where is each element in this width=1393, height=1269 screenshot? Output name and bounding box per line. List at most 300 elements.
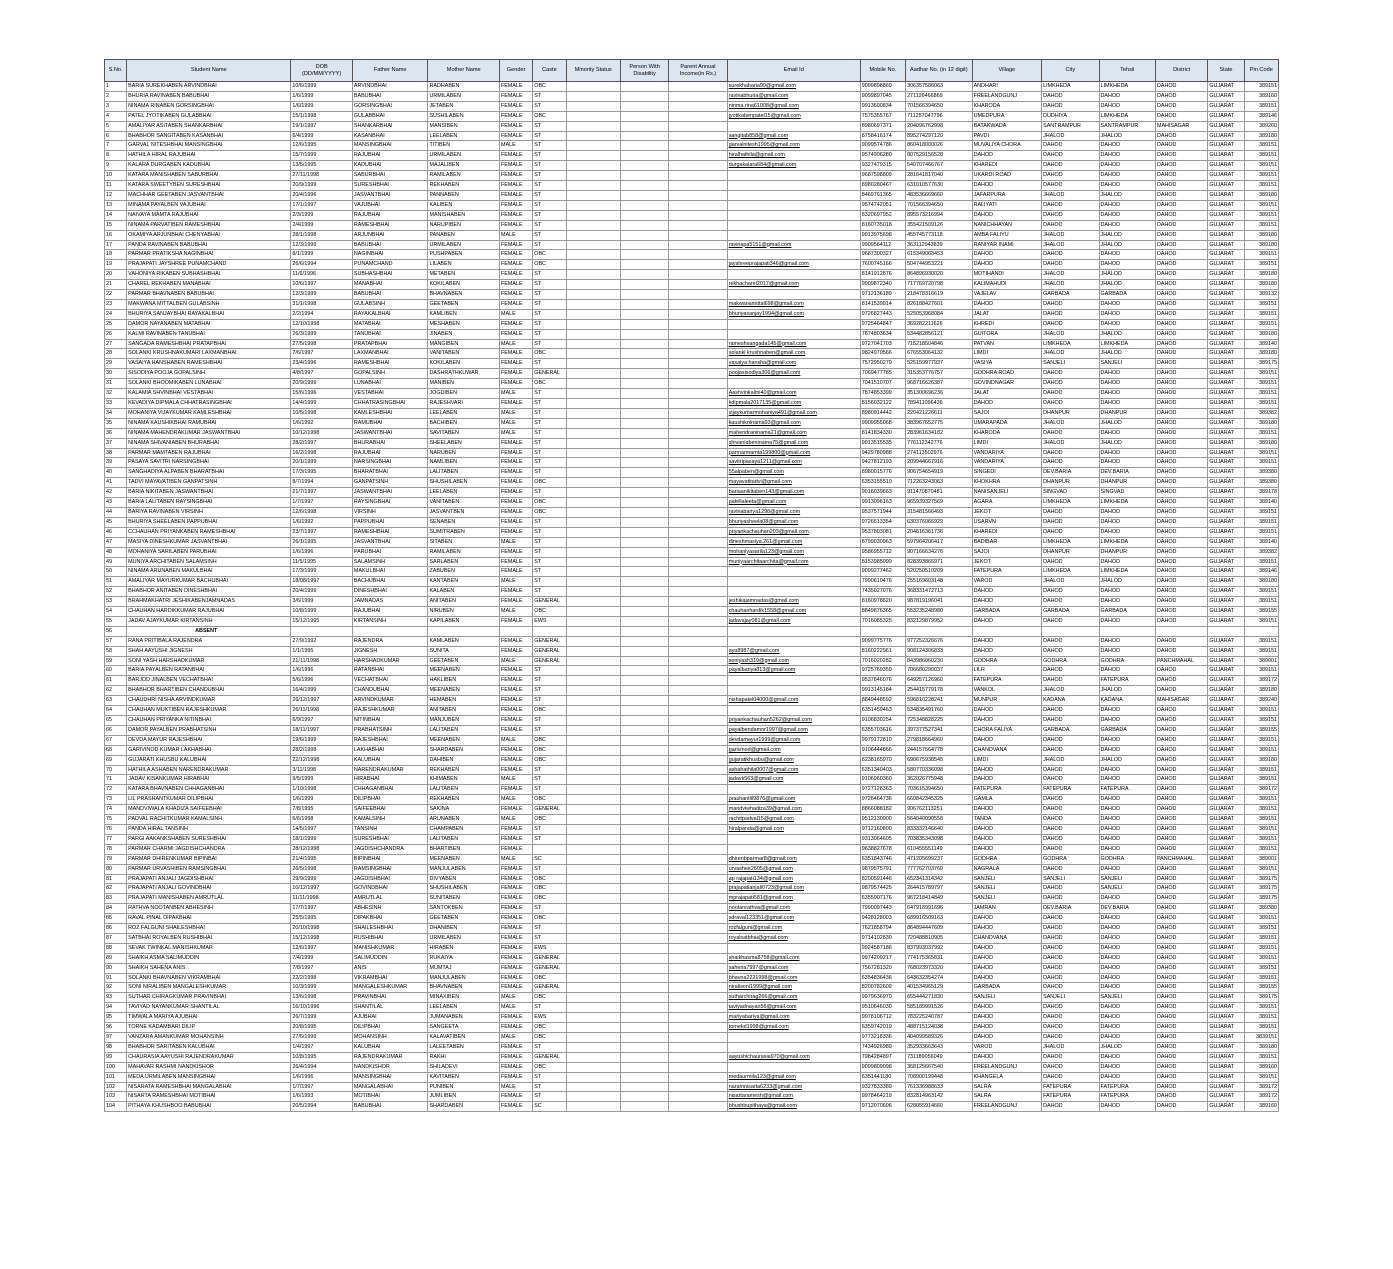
cell-minority-status — [566, 468, 620, 478]
cell-minority-status — [566, 765, 620, 775]
cell-email[interactable]: taviyadnayan56@gmail.com — [727, 1003, 860, 1013]
cell-city: LIMKHEDA — [1042, 537, 1099, 547]
cell-email[interactable]: mohaniyasarila123@gmail.com — [727, 547, 860, 557]
cell-pin-code: 389151 — [1244, 834, 1278, 844]
table-row — [105, 844, 1279, 854]
cell-aadhar: 315353776757 — [906, 369, 973, 379]
cell-email[interactable]: devdamayur1999@gmail.com — [727, 735, 860, 745]
cell-tehsil: SANJELI — [1099, 874, 1155, 884]
cell-income — [669, 250, 727, 260]
cell-email[interactable]: rozfalguni@gmail.com — [727, 924, 860, 934]
cell-state: GUJARAT — [1208, 933, 1244, 943]
cell-email — [727, 230, 860, 240]
cell-state: GUJARAT — [1208, 676, 1244, 686]
cell-mother-name: NARUBEN — [428, 448, 500, 458]
cell-email[interactable]: hiralpanda@gmail.com — [727, 824, 860, 834]
cell-mobile: 7567281320 — [860, 963, 905, 973]
cell-email[interactable]: ap rajapati134@gmail.com — [727, 874, 860, 884]
cell-income — [669, 82, 727, 92]
cell-sno: 67 — [105, 735, 127, 745]
cell-email[interactable]: priyankachauhan5262@gmail.com — [727, 716, 860, 726]
cell-email[interactable]: rekhacharel2017@gmail.com — [727, 280, 860, 290]
cell-disability — [620, 270, 668, 280]
cell-student-name: OKAMIYA ARJUNBHAI CHENYABHAI — [127, 230, 291, 240]
cell-state: GUJARAT — [1208, 1033, 1244, 1043]
cell-district: DAHOD — [1155, 210, 1207, 220]
cell-caste: ST — [533, 716, 566, 726]
cell-email[interactable]: sutharchirag266@gmail.com — [727, 993, 860, 1003]
cell-email[interactable]: kaushikninama93@gmail.com — [727, 418, 860, 428]
cell-sno: 75 — [105, 815, 127, 825]
cell-district: DAHOD — [1155, 597, 1207, 607]
cell-caste: OBC — [533, 498, 566, 508]
cell-email[interactable]: aayushichaurasia970@gmail.com — [727, 1052, 860, 1062]
cell-income — [669, 557, 727, 567]
cell-minority-status — [566, 369, 620, 379]
cell-sno: 45 — [105, 517, 127, 527]
cell-minority-status — [566, 1003, 620, 1013]
table-row — [105, 656, 1279, 666]
cell-dob: 14/5/1997 — [291, 824, 352, 834]
cell-mother-name: KAMLIBEN — [428, 309, 500, 319]
cell-tehsil: JHALOD — [1099, 577, 1155, 587]
cell-sno: 100 — [105, 1062, 127, 1072]
cell-email[interactable]: ayu8987@gmail.com — [727, 646, 860, 656]
cell-email[interactable]: urvashee2605@gmail.com — [727, 864, 860, 874]
cell-email[interactable]: muniyaarchitaarchita@gmail.com — [727, 557, 860, 567]
cell-pin-code: 389160 — [1244, 1062, 1278, 1072]
cell-aadhar: 455745773118 — [906, 230, 973, 240]
cell-mobile: 7575355767 — [860, 111, 905, 121]
cell-pin-code: 389160 — [1244, 1102, 1278, 1112]
cell-village: GAMLA — [972, 795, 1042, 805]
cell-sno: 49 — [105, 557, 127, 567]
cell-aadhar: 615349063453 — [906, 250, 973, 260]
column-header-student-name: Student Name — [127, 60, 291, 82]
cell-state: GUJARAT — [1208, 607, 1244, 617]
cell-email[interactable]: rameshsangada145@gmail.com — [727, 339, 860, 349]
cell-email[interactable]: ravinapa5151@gmail.com — [727, 240, 860, 250]
cell-email[interactable]: ninma.rina61008@gmail.com — [727, 101, 860, 111]
cell-mobile: 8469761365 — [860, 190, 905, 200]
cell-state: GUJARAT — [1208, 200, 1244, 210]
cell-income — [669, 111, 727, 121]
cell-tehsil: DAHOD — [1099, 1052, 1155, 1062]
cell-email[interactable]: payalbendamor1997@gmail.com — [727, 725, 860, 735]
cell-mother-name: SHUSHILABEN — [428, 478, 500, 488]
cell-income — [669, 636, 727, 646]
cell-student-name: SHAIKH ASMA SALIMUDDIN — [127, 953, 291, 963]
cell-email[interactable]: durgakalara684@gmail.com — [727, 161, 860, 171]
cell-income — [669, 716, 727, 726]
cell-email[interactable]: shaikhasma8758@gmail.com — [727, 953, 860, 963]
cell-village: GODHRA — [972, 854, 1042, 864]
column-header-village: Village — [972, 60, 1042, 82]
cell-aadhar: 715218504846 — [906, 339, 973, 349]
cell-mother-name: SAVITABEN — [428, 428, 500, 438]
cell-sno: 66 — [105, 725, 127, 735]
cell-student-name: PITHAYA KHUSHBOO BABUBHAI — [127, 1102, 291, 1112]
cell-gender: FEMALE — [500, 914, 533, 924]
cell-village: JEKOT — [972, 507, 1042, 517]
cell-city: JHALOD — [1042, 230, 1099, 240]
cell-mother-name: HEMABEN — [428, 696, 500, 706]
cell-email[interactable]: mprajapati581@gmail.com — [727, 894, 860, 904]
cell-email[interactable]: poojasisodiya306@gmail.com — [727, 369, 860, 379]
cell-email[interactable]: jadavk563@gmail.com — [727, 775, 860, 785]
cell-email[interactable]: medaurmila123@gmail.com — [727, 1072, 860, 1082]
cell-student-name: DAMOR PAYALBEN PRABHATSINH — [127, 725, 291, 735]
cell-caste: ST — [533, 270, 566, 280]
cell-dob: 20/1/1999 — [291, 458, 352, 468]
cell-student-name: PASAYA SAVITRI NARSINGBHAI — [127, 458, 291, 468]
cell-village: VAJELAV — [972, 290, 1042, 300]
cell-village: GUITORA — [972, 329, 1042, 339]
cell-city: JHALOD — [1042, 280, 1099, 290]
cell-dob: 26/6/1994 — [291, 260, 352, 270]
cell-pin-code: 389151 — [1244, 775, 1278, 785]
cell-caste: ST — [533, 557, 566, 567]
cell-gender: MALE — [500, 795, 533, 805]
cell-pin-code: 389155 — [1244, 607, 1278, 617]
cell-email[interactable]: rachitpadval15@gmail.com — [727, 815, 860, 825]
cell-email[interactable]: jadavajay081@gmail.com — [727, 616, 860, 626]
cell-email[interactable]: solanki krushnaben@gmail.com — [727, 349, 860, 359]
cell-email — [727, 329, 860, 339]
cell-father-name: RAYAKALBHAI — [352, 309, 428, 319]
cell-email[interactable]: chauhanhardik1558@gmail.com — [727, 607, 860, 617]
cell-state: GUJARAT — [1208, 101, 1244, 111]
cell-sno: 89 — [105, 953, 127, 963]
cell-caste: ST — [533, 200, 566, 210]
cell-email[interactable]: naramnisarta6233@gmail.com — [727, 1082, 860, 1092]
table-row — [105, 171, 1279, 181]
cell-aadhar: 352933663643 — [906, 1042, 973, 1052]
cell-city: DAHOD — [1042, 597, 1099, 607]
cell-mobile: 9099809098 — [860, 1062, 905, 1072]
cell-district: DAHOD — [1155, 270, 1207, 280]
cell-gender: FEMALE — [500, 210, 533, 220]
cell-city: DAHOD — [1042, 260, 1099, 270]
cell-email[interactable]: bhavna2221998@gmail.com — [727, 973, 860, 983]
cell-pin-code: 389151 — [1244, 864, 1278, 874]
cell-mobile: 6351340403 — [860, 765, 905, 775]
cell-email[interactable]: bariaanikitaben143@gmail.com — [727, 488, 860, 498]
cell-pin-code: 389151 — [1244, 597, 1278, 607]
cell-email — [727, 1062, 860, 1072]
cell-mother-name: NARUPIBEN — [428, 220, 500, 230]
cell-email — [727, 626, 860, 636]
cell-aadhar: 676553064132 — [906, 349, 973, 359]
cell-email — [727, 577, 860, 587]
cell-email[interactable]: dineshmasiya.261@gmail.com — [727, 537, 860, 547]
cell-gender: FEMALE — [500, 151, 533, 161]
cell-tehsil: FATEPURA — [1099, 676, 1155, 686]
cell-email[interactable]: savitripasaya1211@gmail.com — [727, 458, 860, 468]
cell-email[interactable]: surekhabaria99@gmail.com — [727, 82, 860, 92]
cell-district: DAHOD — [1155, 458, 1207, 468]
cell-tehsil: DAHOD — [1099, 953, 1155, 963]
cell-district: DAHOD — [1155, 319, 1207, 329]
cell-email[interactable]: bhuriyasheela08@gmail.com — [727, 517, 860, 527]
cell-tehsil: DAHOD — [1099, 250, 1155, 260]
cell-aadhar: 826188427601 — [906, 299, 973, 309]
cell-email[interactable]: mahendraninama21@gmail.com — [727, 428, 860, 438]
cell-district: DAHOD — [1155, 250, 1207, 260]
cell-village: SAJOI — [972, 547, 1042, 557]
cell-pin-code: 389151 — [1244, 933, 1278, 943]
cell-sno: 91 — [105, 973, 127, 983]
cell-dob: 1/6/1992 — [291, 517, 352, 527]
cell-aadhar: 828393866971 — [906, 557, 973, 567]
cell-mother-name: PUSHPABEN — [428, 250, 500, 260]
cell-email[interactable]: sdraval123351@gmail.com — [727, 914, 860, 924]
cell-minority-status — [566, 399, 620, 409]
cell-email[interactable]: ashahathila0007@gmail.com — [727, 765, 860, 775]
cell-student-name: BHABHOR SARITABEN KALUBHAI — [127, 1042, 291, 1052]
cell-state: GUJARAT — [1208, 270, 1244, 280]
cell-email[interactable]: prajapatianjali0723@gmail.com — [727, 884, 860, 894]
cell-disability — [620, 607, 668, 617]
cell-mobile: 8320697952 — [860, 210, 905, 220]
cell-email[interactable]: garvalnitesh1995@gmail.com — [727, 141, 860, 151]
cell-income — [669, 686, 727, 696]
cell-aadhar: 643632354274 — [906, 973, 973, 983]
cell-mobile: 7600745166 — [860, 260, 905, 270]
cell-student-name: LIL PRASHANTKUMAR DILIPBHAI — [127, 795, 291, 805]
cell-disability — [620, 795, 668, 805]
cell-district: DAHOD — [1155, 359, 1207, 369]
cell-father-name: JAGDISHBHAI — [352, 874, 428, 884]
cell-mother-name: DIVYABEN — [428, 874, 500, 884]
cell-gender: FEMALE — [500, 280, 533, 290]
cell-email[interactable]: mariyabariya@gmail.com — [727, 1013, 860, 1023]
cell-email[interactable]: nisartaramesh@gmail.com — [727, 1092, 860, 1102]
cell-email[interactable]: vasaiya hansha@gmail.com — [727, 359, 860, 369]
cell-email[interactable]: prashantlil9876@gmail.com — [727, 795, 860, 805]
cell-email[interactable]: vijaykumarmohaniya491@gmail.com — [727, 408, 860, 418]
cell-city: LIMKHEDA — [1042, 498, 1099, 508]
cell-village: UKARDI ROAD — [972, 171, 1042, 181]
cell-mobile: 9727128363 — [860, 785, 905, 795]
cell-email[interactable]: tornekd1998@gmail.com — [727, 1023, 860, 1033]
cell-email — [727, 785, 860, 795]
cell-email[interactable]: Aashvinkalmi40@gmail.com — [727, 389, 860, 399]
cell-city: DAHOD — [1042, 220, 1099, 230]
cell-email[interactable]: mayavatitadvi@gmail.com — [727, 478, 860, 488]
table-row — [105, 280, 1279, 290]
cell-email — [727, 250, 860, 260]
cell-sno: 15 — [105, 220, 127, 230]
cell-tehsil: DAHOD — [1099, 636, 1155, 646]
cell-pin-code: 3839151 — [1244, 1033, 1278, 1043]
cell-email[interactable]: jayshreeprajapati346@gmail.com — [727, 260, 860, 270]
cell-email[interactable]: ravinabhuria@gmail.com — [727, 91, 860, 101]
cell-pin-code: 389001 — [1244, 656, 1278, 666]
cell-gender: FEMALE — [500, 448, 533, 458]
cell-email[interactable]: garivinod@gmail.com — [727, 745, 860, 755]
cell-city: DAHOD — [1042, 735, 1099, 745]
cell-mother-name: KAVITABEN — [428, 1072, 500, 1082]
cell-email[interactable]: niralisoni1999@gmail.com — [727, 983, 860, 993]
cell-email[interactable]: priyankachauhan203@gmail.com — [727, 527, 860, 537]
cell-minority-status — [566, 478, 620, 488]
table-row — [105, 1102, 1279, 1112]
table-row — [105, 408, 1279, 418]
table-row — [105, 904, 1279, 914]
cell-student-name: NISARATA RAMESHBHAI MANGALABHAI — [127, 1082, 291, 1092]
cell-sno: 103 — [105, 1092, 127, 1102]
cell-father-name: PUNAMCHAND — [352, 260, 428, 270]
cell-state: GUJARAT — [1208, 616, 1244, 626]
cell-gender: FEMALE — [500, 557, 533, 567]
cell-dob: 2/4/1999 — [291, 220, 352, 230]
cell-email[interactable]: jeshikajamnadas@gmail.com — [727, 597, 860, 607]
cell-state: GUJARAT — [1208, 884, 1244, 894]
column-header-father-name: Father Name — [352, 60, 428, 82]
table-row — [105, 517, 1279, 527]
cell-email[interactable]: parmarmamta199800@gmail.com — [727, 448, 860, 458]
cell-mobile: 9574906280 — [860, 151, 905, 161]
cell-city: LIMKHEDA — [1042, 82, 1099, 92]
cell-city: DAHOD — [1042, 250, 1099, 260]
cell-district: DAHOD — [1155, 200, 1207, 210]
cell-income — [669, 537, 727, 547]
cell-caste: ST — [533, 230, 566, 240]
cell-state: GUJARAT — [1208, 993, 1244, 1003]
cell-email — [727, 834, 860, 844]
cell-email[interactable]: bhuriyasanjay1994@gmail.com — [727, 309, 860, 319]
cell-sno: 70 — [105, 765, 127, 775]
cell-district: DAHOD — [1155, 1003, 1207, 1013]
cell-mobile: 9574742051 — [860, 200, 905, 210]
cell-sno: 10 — [105, 171, 127, 181]
cell-email[interactable]: nootanrathva@gmail.com — [727, 904, 860, 914]
cell-student-name: MINAMA PAYALBEN VAJUBHAI — [127, 200, 291, 210]
cell-city: JHALOD — [1042, 686, 1099, 696]
cell-pin-code: 389151 — [1244, 616, 1278, 626]
cell-email[interactable]: sangitab858@gmail.com — [727, 131, 860, 141]
cell-state: GUJARAT — [1208, 765, 1244, 775]
cell-caste: ST — [533, 587, 566, 597]
cell-village: JEKOT — [972, 557, 1042, 567]
cell-email[interactable]: patellaleeta@gmail.com — [727, 498, 860, 508]
cell-mobile: 9638827678 — [860, 844, 905, 854]
cell-email[interactable]: royalsatbhai@gmail.com — [727, 933, 860, 943]
cell-father-name: JASWANTBHAI — [352, 428, 428, 438]
cell-email[interactable]: gujaratikhusbu@gmail.com — [727, 755, 860, 765]
cell-income — [669, 805, 727, 815]
cell-email[interactable]: nishapatel04000@gmail.com — [727, 696, 860, 706]
cell-gender — [500, 626, 533, 636]
cell-income — [669, 151, 727, 161]
cell-dob: 22/2/1998 — [291, 973, 352, 983]
cell-email[interactable]: mandviwhadiza39@gmail.com — [727, 805, 860, 815]
cell-pin-code: 389380 — [1244, 904, 1278, 914]
cell-village: SANJELI — [972, 884, 1042, 894]
cell-mother-name: SUNITA — [428, 646, 500, 656]
cell-email[interactable]: 55alpaben@gmail.com — [727, 468, 860, 478]
cell-gender: FEMALE — [500, 399, 533, 409]
table-row — [105, 824, 1279, 834]
cell-aadhar: 701566394650 — [906, 101, 973, 111]
cell-email[interactable]: soniyash319@gmail.com — [727, 656, 860, 666]
cell-gender: FEMALE — [500, 755, 533, 765]
cell-mother-name: KALIBEN — [428, 200, 500, 210]
cell-mobile: 9586955712 — [860, 547, 905, 557]
cell-caste: ST — [533, 686, 566, 696]
cell-email[interactable]: makwanamittal698@gmail.com — [727, 299, 860, 309]
cell-sno: 3 — [105, 101, 127, 111]
cell-disability — [620, 973, 668, 983]
cell-tehsil: DAHOD — [1099, 735, 1155, 745]
cell-student-name: RATHVA NOOTANBEN ABHESINH — [127, 904, 291, 914]
cell-disability — [620, 458, 668, 468]
cell-father-name: PRATAPBHAI — [352, 339, 428, 349]
cell-student-name: NAIVAYA MAMTA RAJUBHAI — [127, 210, 291, 220]
cell-tehsil: DEV.BARIA — [1099, 904, 1155, 914]
cell-mobile: 9327479315 — [860, 161, 905, 171]
cell-city: SANJELI — [1042, 874, 1099, 884]
cell-district: DAHOD — [1155, 874, 1207, 884]
cell-district: DAHOD — [1155, 1023, 1207, 1033]
cell-minority-status — [566, 280, 620, 290]
cell-email[interactable]: hiralhathila@gmail.com — [727, 151, 860, 161]
cell-district: DAHOD — [1155, 725, 1207, 735]
cell-disability — [620, 557, 668, 567]
cell-pin-code: 389151 — [1244, 171, 1278, 181]
cell-sno: 24 — [105, 309, 127, 319]
cell-student-name: VANZARA AMANKUMAR MOHANSINH — [127, 1033, 291, 1043]
cell-email[interactable]: bhushbupithaya@gmail.com — [727, 1102, 860, 1112]
cell-income — [669, 438, 727, 448]
cell-email[interactable]: jyotikabenpatel15@gmail.com — [727, 111, 860, 121]
table-row — [105, 943, 1279, 953]
cell-income — [669, 507, 727, 517]
cell-aadhar: 977252326676 — [906, 636, 973, 646]
cell-village: AGARA — [972, 498, 1042, 508]
cell-caste: ST — [533, 725, 566, 735]
cell-village: VAROD — [972, 577, 1042, 587]
cell-disability — [620, 240, 668, 250]
table-row — [105, 914, 1279, 924]
cell-gender: FEMALE — [500, 468, 533, 478]
cell-village: TANDA — [972, 815, 1042, 825]
cell-email[interactable]: kdipmala2017135@gmail.com — [727, 399, 860, 409]
cell-email[interactable]: ravinabariya1298@gmail.com — [727, 507, 860, 517]
cell-state: GUJARAT — [1208, 686, 1244, 696]
cell-mobile: 9687598809 — [860, 171, 905, 181]
table-row — [105, 725, 1279, 735]
cell-tehsil: DAHOD — [1099, 775, 1155, 785]
cell-state: GUJARAT — [1208, 1003, 1244, 1013]
cell-father-name: JASVANTBHAI — [352, 190, 428, 200]
cell-pin-code: 389151 — [1244, 101, 1278, 111]
cell-email[interactable]: sahena7997@gmail.com — [727, 963, 860, 973]
cell-gender: FEMALE — [500, 260, 533, 270]
cell-state: GUJARAT — [1208, 656, 1244, 666]
cell-email[interactable]: dhirenbparmar8@gmail.com — [727, 854, 860, 864]
cell-caste: ST — [533, 567, 566, 577]
cell-email[interactable]: payalbariya813@gmail.com — [727, 666, 860, 676]
cell-student-name: JADAV AJAYKUMAR KIRTANSINH — [127, 616, 291, 626]
cell-pin-code: 389151 — [1244, 181, 1278, 191]
cell-email[interactable]: shivaniabeninama75@gmail.com — [727, 438, 860, 448]
cell-village: DAHOD — [972, 953, 1042, 963]
cell-mobile: 7990097443 — [860, 904, 905, 914]
cell-city: JHALOD — [1042, 755, 1099, 765]
cell-state: GUJARAT — [1208, 1042, 1244, 1052]
